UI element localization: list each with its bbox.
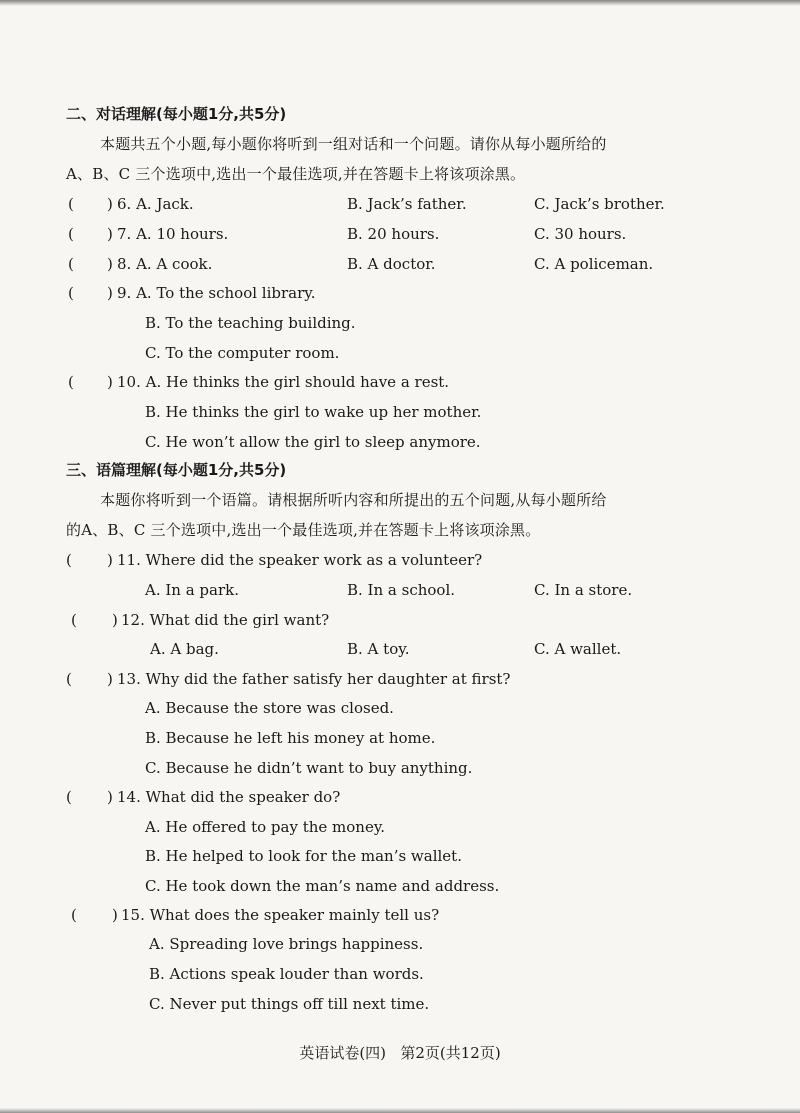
answer-blank-close[interactable]: ) — [112, 906, 118, 924]
answer-blank-close[interactable]: ) — [107, 551, 113, 569]
question-8-option-b: B. A doctor. — [347, 255, 436, 273]
answer-blank-close[interactable]: ) — [107, 284, 113, 302]
question-12-option-c: C. A wallet. — [534, 640, 622, 658]
question-14-option-a: A. He offered to pay the money. — [145, 818, 386, 836]
question-8-option-c: C. A policeman. — [534, 255, 654, 273]
question-9-option-c: C. To the computer room. — [145, 344, 340, 362]
section-instruction-line2: A、B、C 三个选项中,选出一个最佳选项,并在答题卡上将该项涂黑。 — [66, 165, 526, 183]
question-11-option-b: B. In a school. — [347, 581, 456, 599]
question-6-option-b: B. Jack’s father. — [347, 195, 467, 213]
answer-blank-open[interactable]: ( — [66, 670, 72, 688]
page-footer: 英语试卷(四) 第2页(共12页) — [299, 1044, 501, 1062]
answer-blank-close[interactable]: ) — [107, 255, 113, 273]
answer-blank-open[interactable]: ( — [71, 611, 77, 629]
question-12-stem: 12. What did the girl want? — [121, 611, 330, 629]
question-15-stem: 15. What does the speaker mainly tell us? — [121, 906, 440, 924]
answer-blank-open[interactable]: ( — [68, 373, 74, 391]
question-6-option-a: 6. A. Jack. — [117, 195, 194, 213]
scan-top-edge — [0, 0, 800, 6]
answer-blank-close[interactable]: ) — [107, 373, 113, 391]
question-11-stem: 11. Where did the speaker work as a volunteer? — [117, 551, 483, 569]
answer-blank-close[interactable]: ) — [107, 670, 113, 688]
answer-blank-open[interactable]: ( — [68, 284, 74, 302]
question-15-option-c: C. Never put things off till next time. — [149, 995, 430, 1013]
question-7-option-c: C. 30 hours. — [534, 225, 627, 243]
question-7-option-a: 7. A. 10 hours. — [117, 225, 229, 243]
question-7-option-b: B. 20 hours. — [347, 225, 440, 243]
section-instruction-line1: 本题你将听到一个语篇。请根据所听内容和所提出的五个问题,从每小题所给 — [100, 491, 607, 509]
answer-blank-open[interactable]: ( — [66, 788, 72, 806]
question-11-option-c: C. In a store. — [534, 581, 633, 599]
question-11-option-a: A. In a park. — [145, 581, 240, 599]
question-10-option-a: 10. A. He thinks the girl should have a rest. — [117, 373, 450, 391]
question-12-option-a: A. A bag. — [150, 640, 219, 658]
question-12-option-b: B. A toy. — [347, 640, 410, 658]
answer-blank-close[interactable]: ) — [107, 195, 113, 213]
scan-bottom-edge — [0, 1108, 800, 1113]
question-13-option-b: B. Because he left his money at home. — [145, 729, 436, 747]
section-heading-passage: 三、语篇理解(每小题1分,共5分) — [66, 461, 287, 479]
question-15-option-b: B. Actions speak louder than words. — [149, 965, 424, 983]
question-8-option-a: 8. A. A cook. — [117, 255, 213, 273]
question-6-option-c: C. Jack’s brother. — [534, 195, 665, 213]
question-9-option-a: 9. A. To the school library. — [117, 284, 316, 302]
question-9-option-b: B. To the teaching building. — [145, 314, 356, 332]
question-13-option-c: C. Because he didn’t want to buy anything. — [145, 759, 473, 777]
answer-blank-open[interactable]: ( — [68, 195, 74, 213]
answer-blank-open[interactable]: ( — [66, 551, 72, 569]
question-13-stem: 13. Why did the father satisfy her daughter at first? — [117, 670, 511, 688]
answer-blank-open[interactable]: ( — [71, 906, 77, 924]
section-instruction-line1: 本题共五个小题,每小题你将听到一组对话和一个问题。请你从每小题所给的 — [100, 135, 607, 153]
question-13-option-a: A. Because the store was closed. — [145, 699, 394, 717]
answer-blank-open[interactable]: ( — [68, 255, 74, 273]
question-10-option-c: C. He won’t allow the girl to sleep anymore. — [145, 433, 481, 451]
section-heading-dialogue: 二、对话理解(每小题1分,共5分) — [66, 105, 287, 123]
answer-blank-open[interactable]: ( — [68, 225, 74, 243]
question-14-option-b: B. He helped to look for the man’s wallet. — [145, 847, 462, 865]
answer-blank-close[interactable]: ) — [112, 611, 118, 629]
question-10-option-b: B. He thinks the girl to wake up her mother. — [145, 403, 482, 421]
answer-blank-close[interactable]: ) — [107, 225, 113, 243]
answer-blank-close[interactable]: ) — [107, 788, 113, 806]
question-15-option-a: A. Spreading love brings happiness. — [149, 935, 424, 953]
question-14-option-c: C. He took down the man’s name and address. — [145, 877, 500, 895]
question-14-stem: 14. What did the speaker do? — [117, 788, 341, 806]
section-instruction-line2: 的A、B、C 三个选项中,选出一个最佳选项,并在答题卡上将该项涂黑。 — [66, 521, 541, 539]
